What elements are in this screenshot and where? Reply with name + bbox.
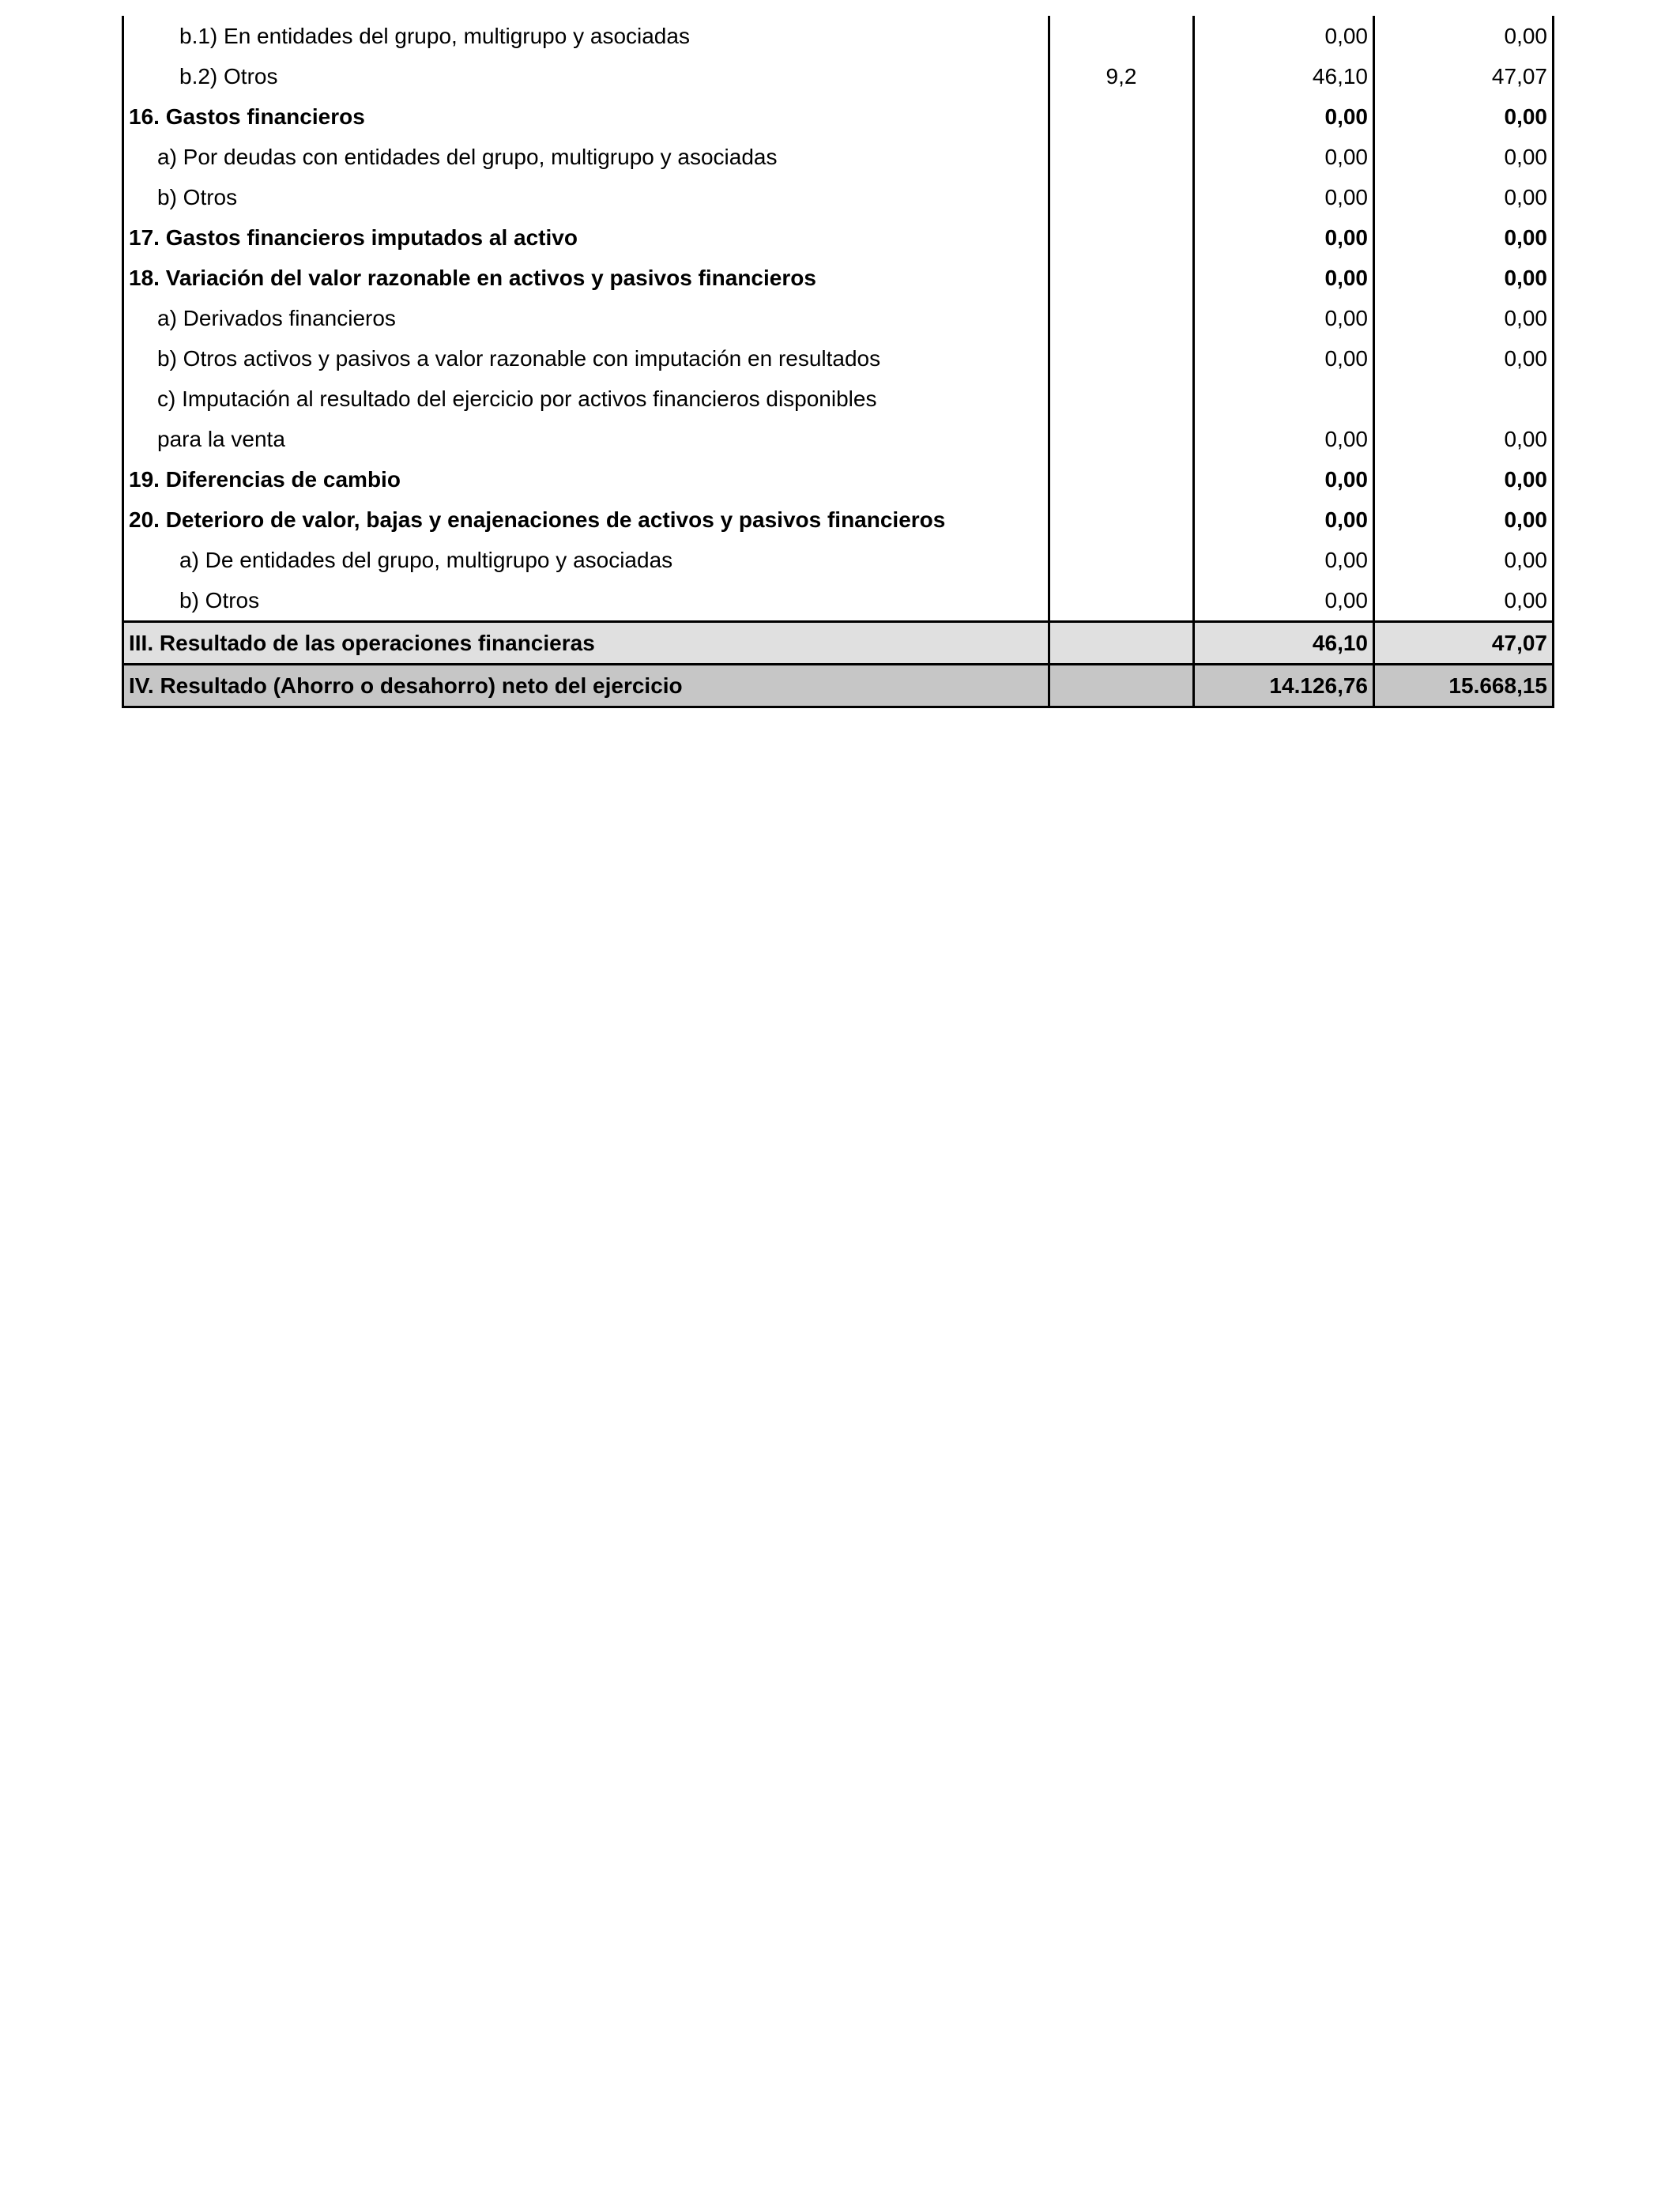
table-row: [123, 298, 1554, 338]
row-value-current-year: [1194, 379, 1374, 419]
table-row: [123, 137, 1554, 177]
row-label: 20. Deterioro de valor, bajas y enajenaciones de activos y pasivos financieros: [123, 499, 1049, 540]
row-value-previous-year: 0,00: [1374, 499, 1554, 540]
row-note: [1049, 459, 1194, 499]
row-value-current-year: 0,00: [1194, 16, 1374, 56]
row-value-current-year: 0,00: [1194, 217, 1374, 258]
row-value-previous-year: 0,00: [1374, 459, 1554, 499]
row-value-previous-year: 0,00: [1374, 137, 1554, 177]
row-note: [1049, 540, 1194, 580]
row-note: [1049, 338, 1194, 379]
row-value-current-year: 0,00: [1194, 298, 1374, 338]
table-row: [123, 459, 1554, 499]
row-value-current-year: 0,00: [1194, 459, 1374, 499]
row-note: [1049, 137, 1194, 177]
row-label: a) Por deudas con entidades del grupo, multigrupo y asociadas: [123, 137, 1049, 177]
row-label: a) Derivados financieros: [123, 298, 1049, 338]
row-value-previous-year: [1374, 379, 1554, 419]
row-value-current-year: 46,10: [1194, 56, 1374, 96]
row-value-current-year: 0,00: [1194, 177, 1374, 217]
row-value-previous-year: 0,00: [1374, 258, 1554, 298]
row-value-current-year: 0,00: [1194, 258, 1374, 298]
table-row: [123, 56, 1554, 96]
table-row: [123, 499, 1554, 540]
row-value-current-year: 0,00: [1194, 96, 1374, 137]
row-value-previous-year: 0,00: [1374, 580, 1554, 622]
row-label: b.2) Otros: [123, 56, 1049, 96]
row-label: c) Imputación al resultado del ejercicio por activos financieros disponibles: [123, 379, 1049, 419]
row-value-previous-year: 0,00: [1374, 540, 1554, 580]
table-row: [123, 540, 1554, 580]
total-value-previous-year: 47,07: [1374, 622, 1554, 665]
row-note: [1049, 16, 1194, 56]
row-note: [1049, 298, 1194, 338]
table-row: [123, 338, 1554, 379]
row-note: [1049, 217, 1194, 258]
row-label: 19. Diferencias de cambio: [123, 459, 1049, 499]
total-row-net-result: [123, 665, 1554, 707]
total-note: [1049, 665, 1194, 707]
row-note: 9,2: [1049, 56, 1194, 96]
total-row-financial-operations: [123, 622, 1554, 665]
row-label: b) Otros: [123, 177, 1049, 217]
total-value-current-year: 46,10: [1194, 622, 1374, 665]
row-note: [1049, 177, 1194, 217]
row-value-current-year: 0,00: [1194, 137, 1374, 177]
table-row: [123, 379, 1554, 419]
row-note: [1049, 580, 1194, 622]
table-row: [123, 16, 1554, 56]
total-note: [1049, 622, 1194, 665]
row-note: [1049, 258, 1194, 298]
row-value-current-year: 0,00: [1194, 540, 1374, 580]
row-note: [1049, 419, 1194, 459]
table-row: [123, 580, 1554, 622]
row-value-current-year: 0,00: [1194, 580, 1374, 622]
row-value-current-year: 0,00: [1194, 419, 1374, 459]
row-value-previous-year: 47,07: [1374, 56, 1554, 96]
total-value-previous-year: 15.668,15: [1374, 665, 1554, 707]
row-label: b) Otros activos y pasivos a valor razonable con imputación en resultados: [123, 338, 1049, 379]
row-note: [1049, 379, 1194, 419]
financial-results-table: [122, 16, 1554, 708]
row-value-current-year: 0,00: [1194, 499, 1374, 540]
table-row: [123, 177, 1554, 217]
total-label: III. Resultado de las operaciones financieras: [123, 622, 1049, 665]
row-value-previous-year: 0,00: [1374, 419, 1554, 459]
row-value-previous-year: 0,00: [1374, 338, 1554, 379]
row-label: 16. Gastos financieros: [123, 96, 1049, 137]
table-row: [123, 96, 1554, 137]
table-row: [123, 258, 1554, 298]
row-label: b) Otros: [123, 580, 1049, 622]
total-label: IV. Resultado (Ahorro o desahorro) neto del ejercicio: [123, 665, 1049, 707]
total-value-current-year: 14.126,76: [1194, 665, 1374, 707]
row-value-previous-year: 0,00: [1374, 217, 1554, 258]
row-note: [1049, 499, 1194, 540]
table-row: [123, 217, 1554, 258]
row-note: [1049, 96, 1194, 137]
table-row: [123, 419, 1554, 459]
row-label: a) De entidades del grupo, multigrupo y asociadas: [123, 540, 1049, 580]
row-value-current-year: 0,00: [1194, 338, 1374, 379]
row-value-previous-year: 0,00: [1374, 96, 1554, 137]
row-value-previous-year: 0,00: [1374, 298, 1554, 338]
row-value-previous-year: 0,00: [1374, 177, 1554, 217]
row-label: b.1) En entidades del grupo, multigrupo y asociadas: [123, 16, 1049, 56]
row-label: 17. Gastos financieros imputados al activo: [123, 217, 1049, 258]
row-value-previous-year: 0,00: [1374, 16, 1554, 56]
row-label: 18. Variación del valor razonable en activos y pasivos financieros: [123, 258, 1049, 298]
row-label: para la venta: [123, 419, 1049, 459]
